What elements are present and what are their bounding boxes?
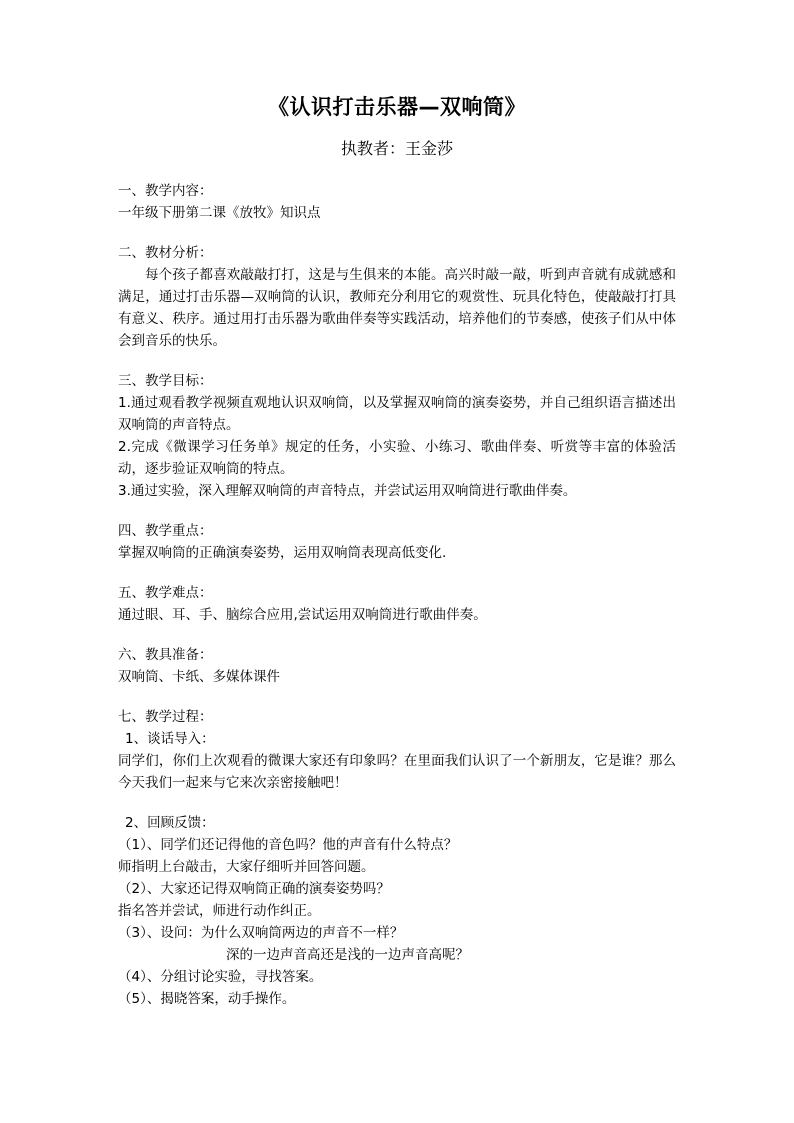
section-heading: 五、教学难点：: [118, 585, 213, 601]
document-title: 《认识打击乐器—双响筒》: [268, 95, 526, 119]
document-content: [118, 92, 676, 1010]
process-step-heading: 2、回顾反馈：: [125, 815, 215, 831]
section-line: 通过眼、耳、手、脑综合应用,尝试运用双响筒进行歌曲伴奏。: [118, 607, 487, 623]
review-item: （5）、揭晓答案，动手操作。: [118, 991, 296, 1007]
section-material-analysis: [118, 242, 676, 352]
review-item: 师指明上台敲击，大家仔细听并回答问题。: [118, 859, 375, 875]
objective-item: 3.通过实验，深入理解双响筒的声音特点，并尝试运用双响筒进行歌曲伴奏。: [118, 483, 577, 499]
section-teaching-objectives: [118, 370, 676, 502]
document-subtitle: 执教者：王金莎: [340, 139, 453, 158]
section-line: 双响筒、卡纸、多媒体课件: [118, 669, 280, 685]
section-teaching-difficulty: [118, 582, 676, 626]
objective-item: 2.完成《微课学习任务单》规定的任务，小实验、小练习、歌曲伴奏、听赏等丰富的体验活动，逐步验证双响筒的特点。: [118, 439, 676, 477]
objective-item: 1.通过观看教学视频直观地认识双响筒，以及掌握双响筒的演奏姿势，并自己组织语言描述出双响筒的声音特点。: [118, 395, 676, 433]
section-line: 一年级下册第二课《放牧》知识点: [118, 205, 321, 221]
section-heading: 二、教材分析：: [118, 245, 213, 261]
process-step-line: 同学们，你们上次观看的微课大家还有印象吗？在里面我们认识了一个新朋友，它是谁？那么今天我们一起来与它来次亲密接触吧！: [118, 753, 676, 791]
review-item: （4）、分组讨论实验，寻找答案。: [118, 969, 323, 985]
review-item: （1）、同学们还记得他的音色吗？他的声音有什么特点？: [118, 837, 458, 853]
section-heading: 一、教学内容：: [118, 183, 213, 199]
review-item: （3）、设问：为什么双响筒两边的声音不一样？: [118, 925, 404, 941]
review-item: （2）、大家还记得双响筒正确的演奏姿势吗？: [118, 881, 390, 897]
section-heading: 六、教具准备：: [118, 647, 213, 663]
review-item: 指名答并尝试，师进行动作纠正。: [118, 903, 321, 919]
section-teaching-process: [118, 706, 676, 794]
section-heading: 七、教学过程：: [118, 709, 213, 725]
section-teaching-aids: [118, 644, 676, 688]
review-sub-question: 深的一边声音高还是浅的一边声音高呢？: [226, 947, 469, 963]
section-teaching-focus: [118, 520, 676, 564]
section-teaching-content: [118, 180, 676, 224]
section-heading: 四、教学重点：: [118, 523, 213, 539]
section-line: 掌握双响筒的正确演奏姿势，运用双响筒表现高低变化.: [118, 545, 447, 561]
section-review-feedback: [118, 812, 676, 1010]
process-step-heading: 1、谈话导入：: [125, 731, 215, 747]
section-heading: 三、教学目标：: [118, 373, 213, 389]
section-line: 每个孩子都喜欢敲敲打打，这是与生俱来的本能。高兴时敲一敲，听到声音就有成就感和满足，通过打击乐器—双响筒的认识，教师充分利用它的观赏性、玩具化特色，使敲敲打打具有意义、秩序。通过用打击乐器为歌曲伴奏等实践活动，培养他们的节奏感，使孩子们从中体会到音乐的快乐。: [118, 267, 676, 349]
